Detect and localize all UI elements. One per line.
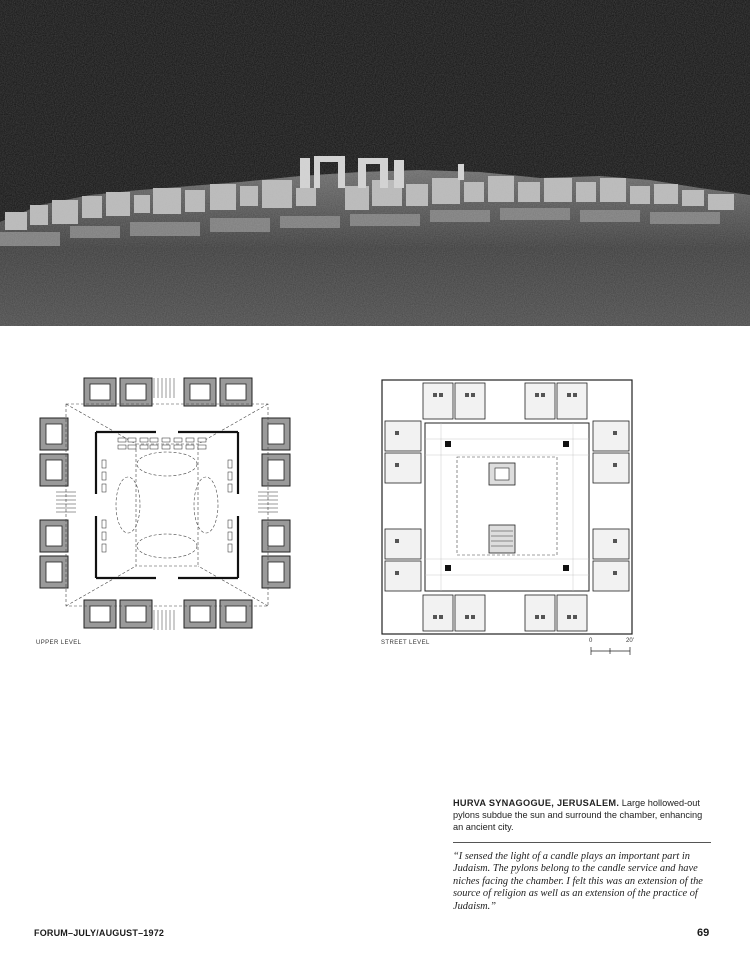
street-level-plan-drawing — [381, 379, 633, 635]
street-level-label: STREET LEVEL — [381, 640, 430, 646]
scale-start-label: 0 — [589, 638, 593, 644]
photo-caption — [453, 797, 711, 833]
hillside-photo-drawing — [0, 0, 750, 326]
upper-level-plan — [36, 374, 298, 636]
caption-divider — [453, 842, 711, 843]
caption-text: Large hollowed-out pylons subdue the sun and surround the chamber, enhancing an ancient city. — [453, 798, 703, 832]
scale-end-label: 20' — [626, 638, 634, 644]
publication-footer: FORUM–JULY/AUGUST–1972 — [34, 928, 165, 938]
architect-quote: “I sensed the light of a candle plays an important part in Judaism. The pylons belong to the candle service and have niches facing the chamber. I felt this was an extension of the source of religion as well as an extension of the practice of Judaism.” — [453, 851, 703, 912]
hillside-photo — [0, 0, 750, 326]
page-number: 69 — [697, 927, 710, 939]
upper-level-label: UPPER LEVEL — [36, 640, 82, 646]
scale-bar — [590, 645, 638, 657]
street-level-plan — [381, 379, 633, 635]
upper-level-plan-drawing — [36, 374, 298, 636]
caption-title: HURVA SYNAGOGUE, JERUSALEM. — [453, 798, 620, 808]
